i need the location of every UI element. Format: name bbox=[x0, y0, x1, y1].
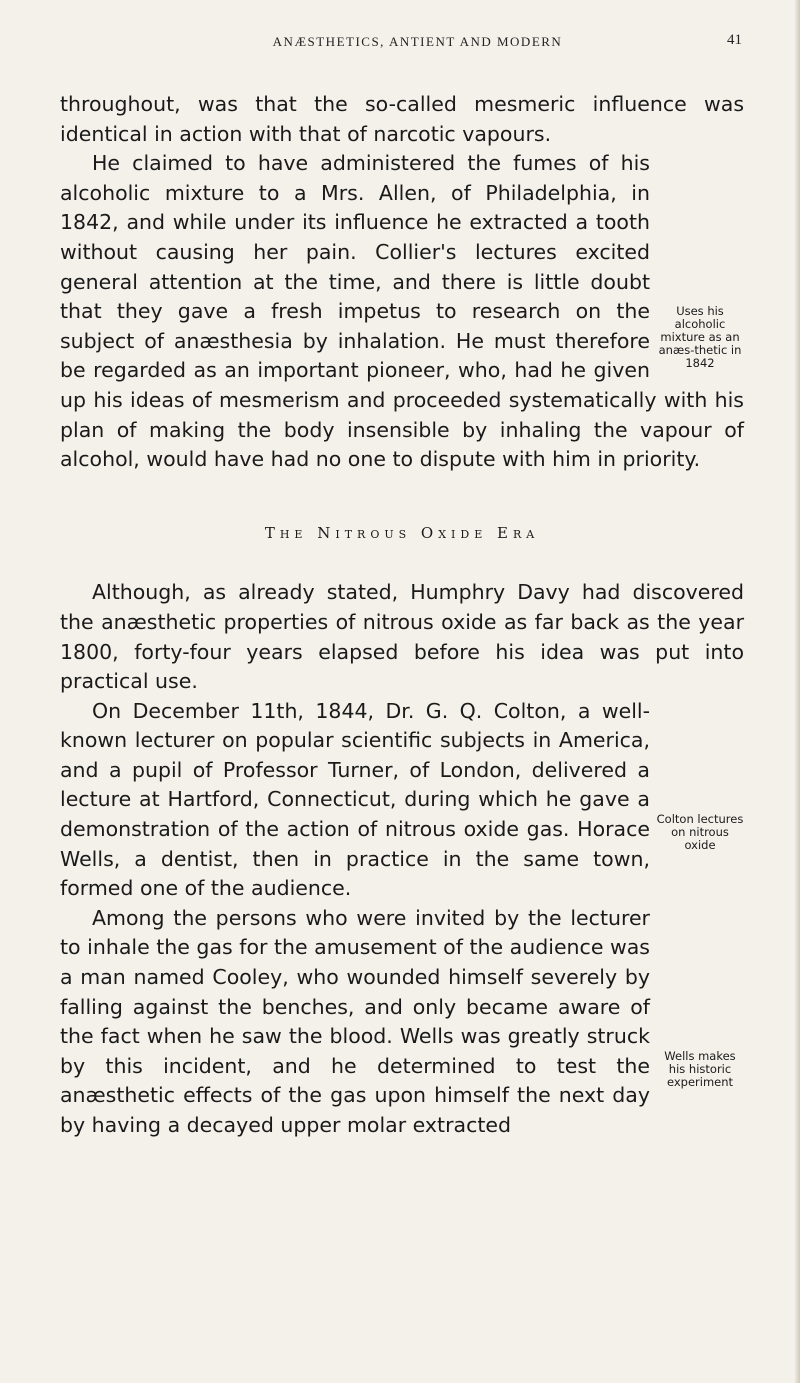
margin-note-alcoholic-mixture: Uses his alcoholic mixture as an anæs-thetic in 1842 bbox=[658, 304, 742, 371]
paragraph-wells-text: Among the persons who were invited by the lecturer to inhale the gas for the amusement of the audience was a man named Cooley, who wounded himself severely by falling against the benches, and only became aware of the fact when he saw the blood. Wells was greatly struck by this incident, and he determined to test the anæsthetic effects of the gas upon himself the next day by having a decayed upper molar extracted bbox=[60, 905, 650, 1137]
paragraph-collier-text: He claimed to have administered the fumes of his alcoholic mixture to a Mrs. Allen, of Philadelphia, in 1842, and while under its influence he extracted a tooth without causing her pain. Collier's lectures excited general attention at the time, and there is little doubt that they gave a fresh impetus to research on the subject of anæsthesia by inhalation. He must therefore be regarded as an important pioneer, who, had he given up his ideas of mesmerism and proceeded systematically with his plan of making the body insensible by inhaling the vapour of alcohol, would have had no one to dispute with him in priority. bbox=[60, 151, 744, 472]
page-edge-shadow bbox=[794, 0, 800, 1383]
paragraph-collier bbox=[60, 149, 744, 475]
paragraph-davy: Although, as already stated, Humphry Davy had discovered the anæsthetic properties of nitrous oxide as far back as the year 1800, forty-four years elapsed before his idea was put into practical use. bbox=[60, 580, 744, 694]
paragraph-colton bbox=[60, 697, 744, 904]
paragraph-continuation: throughout, was that the so-called mesmeric influence was identical in action with that of narcotic vapours. bbox=[60, 92, 744, 146]
section-heading: The Nitrous Oxide Era bbox=[264, 523, 540, 542]
page-number: 41 bbox=[727, 32, 742, 48]
margin-note-wells: Wells makes his historic experiment bbox=[664, 1048, 736, 1089]
margin-note-colton: Colton lectures on nitrous oxide bbox=[656, 811, 744, 852]
body-text bbox=[60, 90, 744, 1141]
paragraph-wells bbox=[60, 904, 744, 1141]
running-head: ANÆSTHETICS, ANTIENT AND MODERN bbox=[272, 34, 563, 49]
paragraph-colton-text: On December 11th, 1844, Dr. G. Q. Colton, a well-known lecturer on popular scientific subjects in America, and a pupil of Professor Turner, of London, delivered a lecture at Hartford, Connecticut, during which he gave a demonstration of the action of nitrous oxide gas. Horace Wells, a dentist, then in practice in the same town, formed one of the audience. bbox=[60, 698, 650, 901]
